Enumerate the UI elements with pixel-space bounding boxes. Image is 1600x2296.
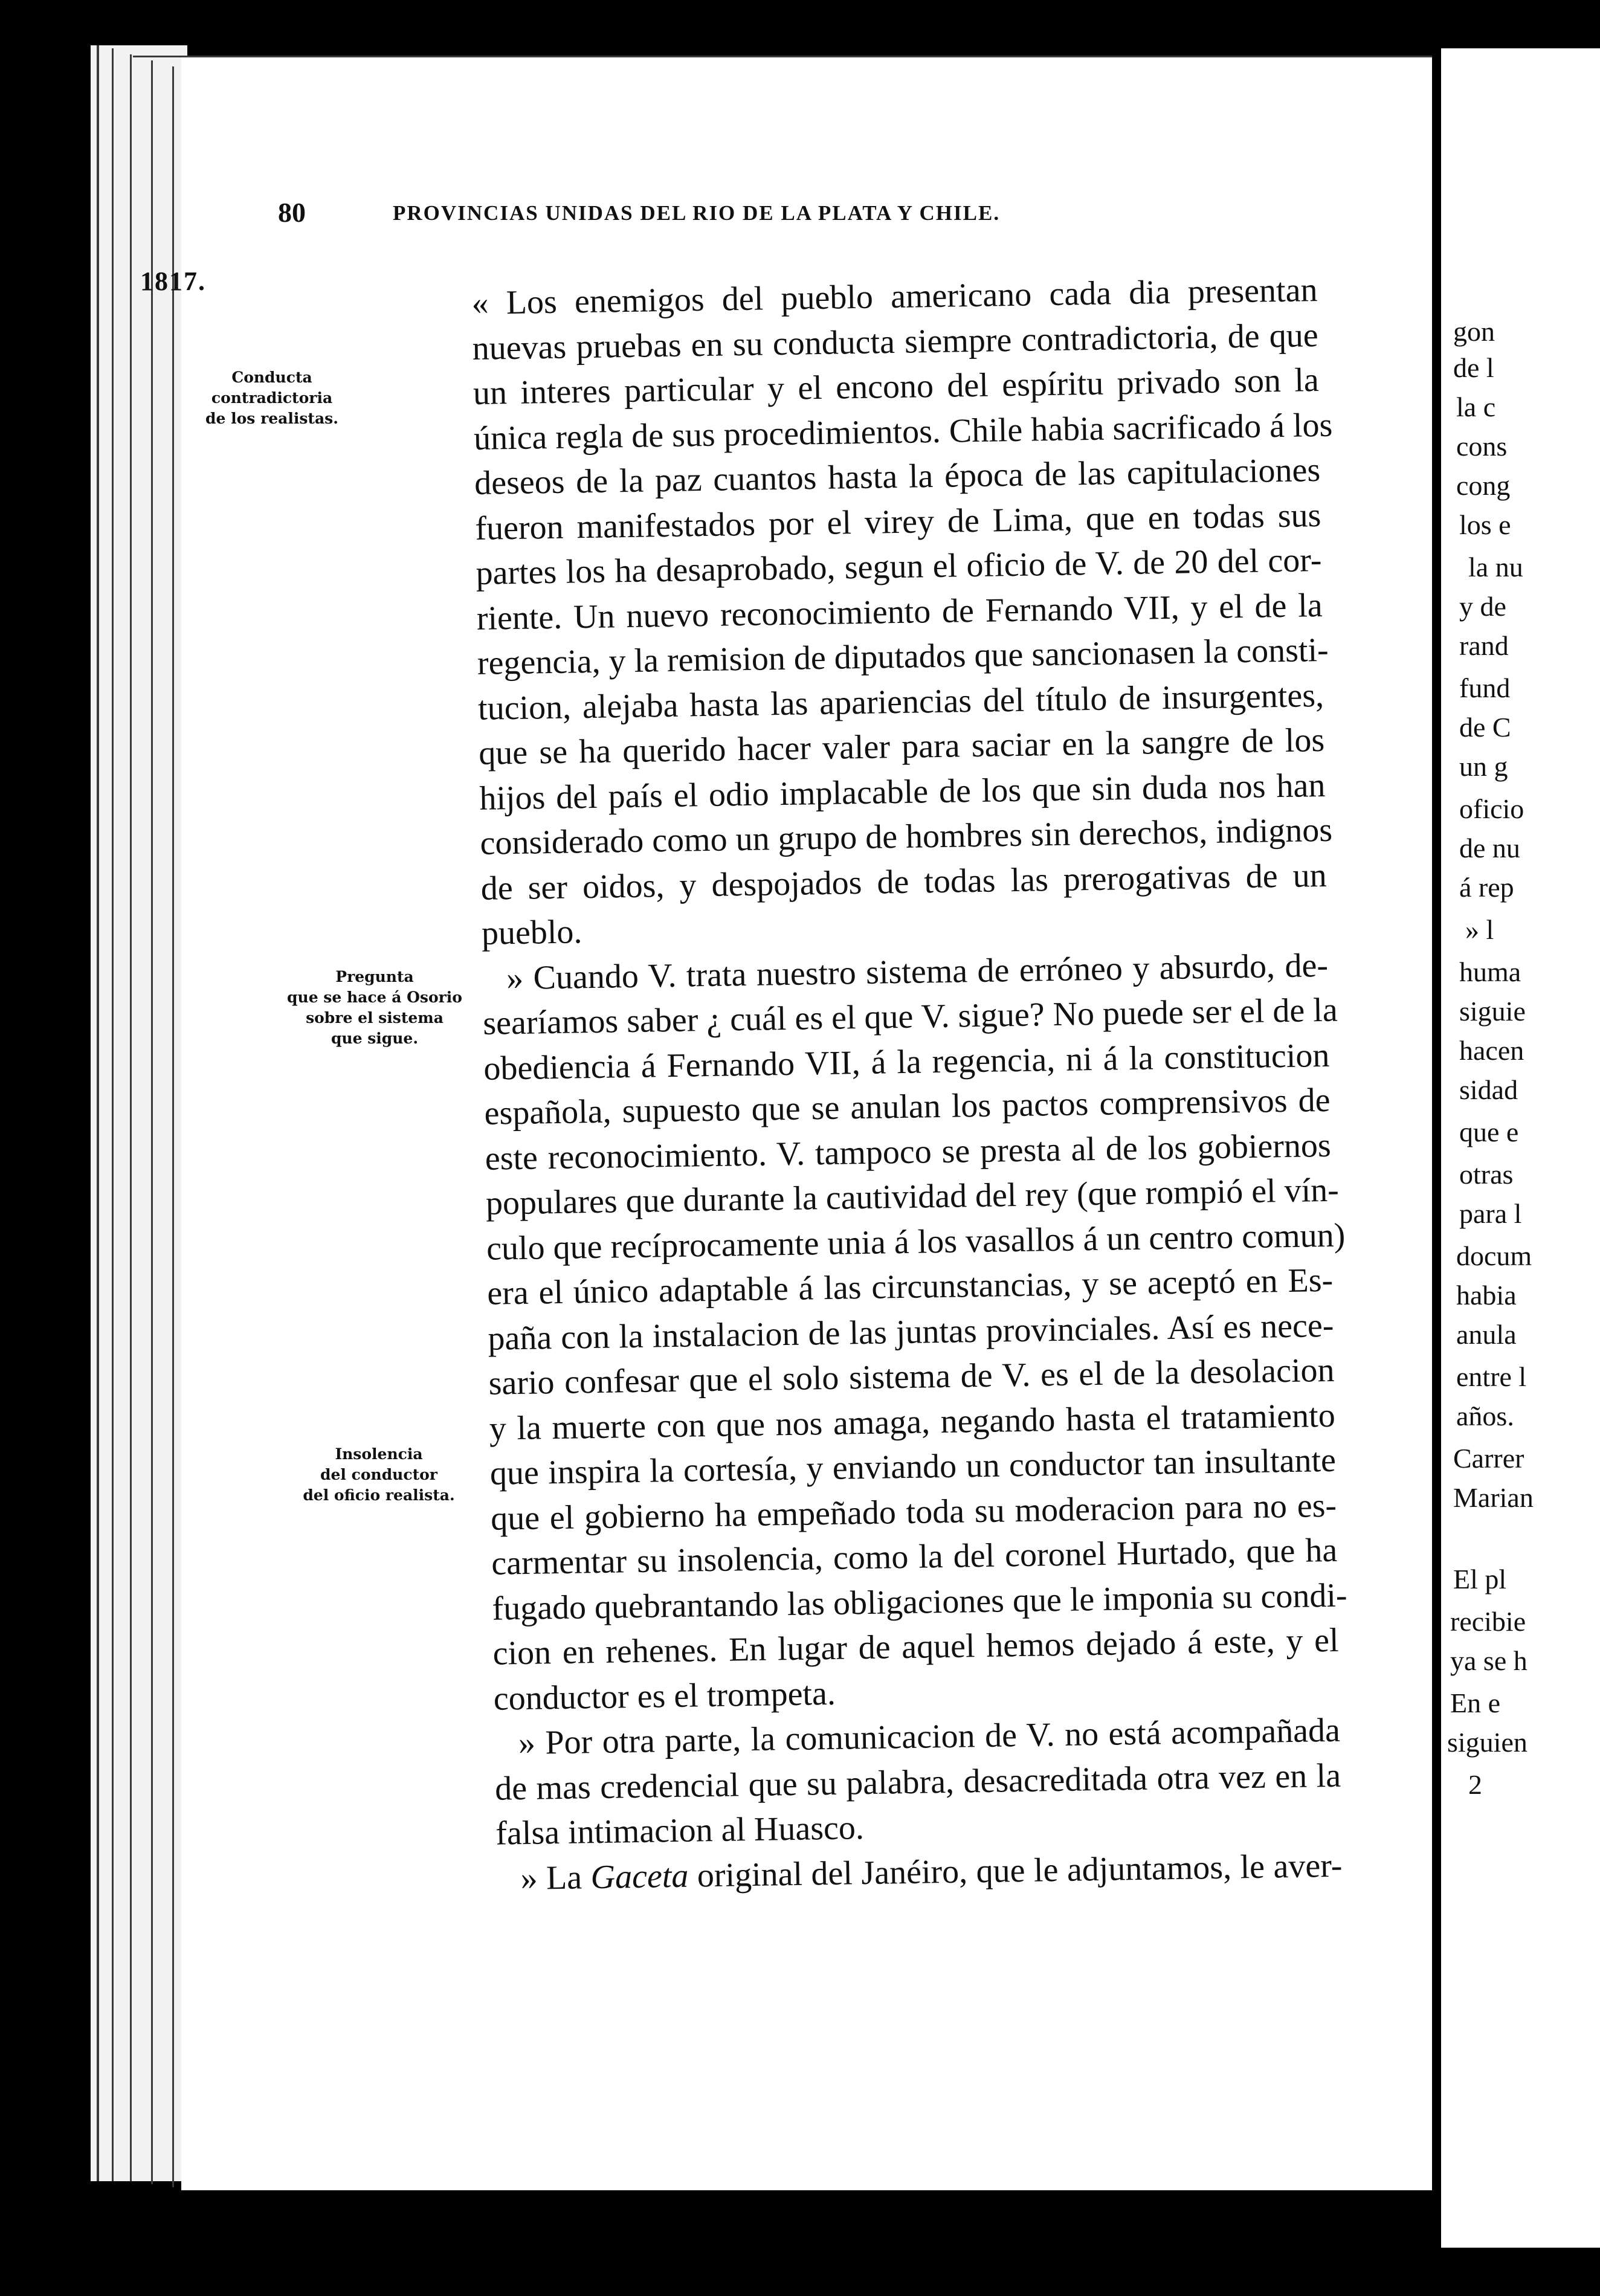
text-line: » Cuando V. trata nuestro sistema de erróneo y absurdo, de- [506, 946, 1329, 997]
page-number: 80 [278, 197, 306, 228]
text-line: y la muerte con que nos amaga, negando hasta el tratamiento [489, 1396, 1336, 1448]
text-line: « Los enemigos del pueblo americano cada dia presentan [471, 271, 1318, 322]
running-title: PROVINCIAS UNIDAS DEL RIO DE LA PLATA Y CHILE. [393, 201, 1001, 225]
facing-page-line: entre l [1456, 1361, 1527, 1392]
text-line: pueblo. [481, 913, 582, 952]
italic-title: Gaceta [590, 1857, 689, 1896]
text-line: partes los ha desaprobado, segun el oficio de V. de 20 del cor- [476, 541, 1322, 592]
text-line: era el único adaptable á las circunstancias, y se aceptó en Es- [486, 1261, 1334, 1312]
text-line: paña con la instalacion de las juntas provinciales. Así es nece- [488, 1306, 1334, 1358]
facing-page-line: de l [1453, 352, 1494, 383]
facing-page-line: cons [1456, 431, 1508, 462]
text-line: hijos del país el odio implacable de los que sin duda nos han [479, 766, 1326, 817]
facing-page-line: En e [1450, 1688, 1501, 1718]
facing-page-line: la nu [1468, 552, 1523, 582]
text-line: regencia, y la remision de diputados que sancionasen la consti- [477, 631, 1329, 682]
text-line: culo que recíprocamente unia á los vasallos á un centro comun) [486, 1216, 1346, 1268]
text-line: searíamos saber ¿ cuál es el que V. sigue? No puede ser el de la [482, 991, 1338, 1042]
text-line: carmentar su insolencia, como la del coronel Hurtado, que ha [491, 1531, 1338, 1582]
text-line: deseos de la paz cuantos hasta la época de las capitulaciones [474, 451, 1321, 502]
margin-note-pregunta [284, 967, 465, 1049]
facing-page-line: anula [1456, 1319, 1517, 1350]
facing-page-line: que e [1459, 1117, 1519, 1147]
facing-page-line: rand [1459, 630, 1509, 661]
facing-page-line: El pl [1453, 1564, 1507, 1595]
text-line: que inspira la cortesía, y enviando un conductor tan insultante [489, 1441, 1337, 1492]
margin-note-line: del oficio realista. [303, 1486, 455, 1504]
page-edge-line [151, 60, 153, 2184]
text-line: que se ha querido hacer valer para saciar en la sangre de los [478, 721, 1325, 772]
facing-page-line: de nu [1459, 833, 1520, 863]
text-line: española, supuesto que se anulan los pactos comprensivos de [484, 1081, 1331, 1132]
text-line: conductor es el trompeta. [493, 1674, 836, 1718]
margin-note-line: que se hace á Osorio [287, 988, 462, 1006]
text-line: fueron manifestados por el virey de Lima, que en todas sus [474, 496, 1321, 547]
text-line: sario confesar que el solo sistema de V. es el de la desolacion [488, 1351, 1335, 1402]
margin-note-line: Insolencia [335, 1445, 423, 1463]
page-header [278, 196, 1221, 233]
facing-page-line: y de [1459, 591, 1506, 622]
facing-page-line: Carrer [1453, 1443, 1524, 1474]
margin-year: 1817. [140, 266, 206, 296]
text-line: » Por otra parte, la comunicacion de V. no está acompañada [518, 1711, 1341, 1762]
text-line: un interes particular y el encono del espíritu privado son la [473, 361, 1320, 412]
text-line: de ser oidos, y despojados de todas las prerogativas de un [480, 856, 1327, 908]
text-line: considerado como un grupo de hombres sin derechos, indignos [480, 811, 1333, 862]
margin-note-line: del conductor [320, 1466, 437, 1483]
facing-page-line: oficio [1459, 793, 1524, 824]
text-run: » La [520, 1858, 592, 1897]
text-line: de mas credencial que su palabra, desacreditada otra vez en la [494, 1756, 1341, 1808]
margin-note-line: que sigue. [331, 1030, 419, 1047]
facing-page-line: siguie [1459, 996, 1526, 1027]
facing-page-line: recibie [1450, 1606, 1526, 1637]
margin-note-insolencia [288, 1444, 469, 1506]
facing-page-line: 2 [1468, 1769, 1482, 1800]
page-edge-line [130, 54, 132, 2181]
text-run: original del Janéiro, que le adjuntamos, le aver- [688, 1846, 1343, 1895]
page-edge-line [97, 45, 99, 2181]
margin-note-line: Conducta [231, 369, 312, 386]
facing-page-line: fund [1459, 672, 1511, 703]
text-line: obediencia á Fernando VII, á la regencia, ni á la constitucion [483, 1036, 1330, 1088]
facing-page-line: los e [1459, 509, 1511, 540]
page-edge-line [172, 66, 174, 2187]
body-text [471, 268, 1348, 1901]
facing-page-line: gon [1453, 316, 1495, 347]
facing-page-line: para l [1459, 1198, 1522, 1229]
page-edge-line [112, 48, 114, 2181]
facing-page-line: cong [1456, 470, 1511, 501]
facing-page-line: siguien [1447, 1727, 1527, 1758]
facing-page-line: huma [1459, 956, 1521, 987]
facing-page-line: un g [1459, 751, 1508, 782]
facing-page-line: sidad [1459, 1074, 1518, 1105]
margin-note-line: Pregunta [335, 968, 414, 985]
facing-page-line: » l [1465, 914, 1494, 945]
facing-page-line: á rep [1459, 872, 1514, 903]
text-line: nuevas pruebas en su conducta siempre contradictoria, de que [472, 316, 1319, 367]
text-line: populares que durante la cautividad del rey (que rompió el vín- [485, 1171, 1340, 1222]
margin-note-line: de los realistas. [205, 410, 338, 427]
text-line: tucion, alejaba hasta las apariencias del título de insurgentes, [477, 676, 1324, 727]
text-line: cion en rehenes. En lugar de aquel hemos dejado á este, y el [492, 1621, 1340, 1672]
text-line: única regla de sus procedimientos. Chile habia sacrificado á los [473, 406, 1333, 457]
facing-page-line: otras [1459, 1159, 1514, 1190]
text-line: falsa intimacion al Huasco. [495, 1809, 865, 1853]
text-line: que el gobierno ha empeñado toda su moderacion para no es- [490, 1486, 1337, 1538]
facing-page-line: Marian [1453, 1482, 1534, 1513]
facing-page-line: ya se h [1450, 1645, 1527, 1676]
margin-note-conducta [196, 367, 347, 429]
facing-page-line: años. [1456, 1401, 1514, 1431]
margin-note-line: sobre el sistema [306, 1009, 444, 1027]
text-line: riente. Un nuevo reconocimiento de Fernando VII, y el de la [476, 586, 1323, 637]
facing-page-line: habia [1456, 1280, 1517, 1311]
facing-page-line: la c [1456, 392, 1496, 422]
text-line: fugado quebrantando las obligaciones que le imponia su condi- [492, 1576, 1348, 1628]
margin-note-line: contradictoria [211, 389, 333, 407]
facing-page-line: docum [1456, 1240, 1532, 1271]
facing-page-line: de C [1459, 712, 1511, 743]
facing-page-line: hacen [1459, 1035, 1524, 1066]
text-line: este reconocimiento. V. tampoco se presta al de los gobiernos [485, 1126, 1332, 1178]
facing-page [1441, 48, 1600, 2248]
